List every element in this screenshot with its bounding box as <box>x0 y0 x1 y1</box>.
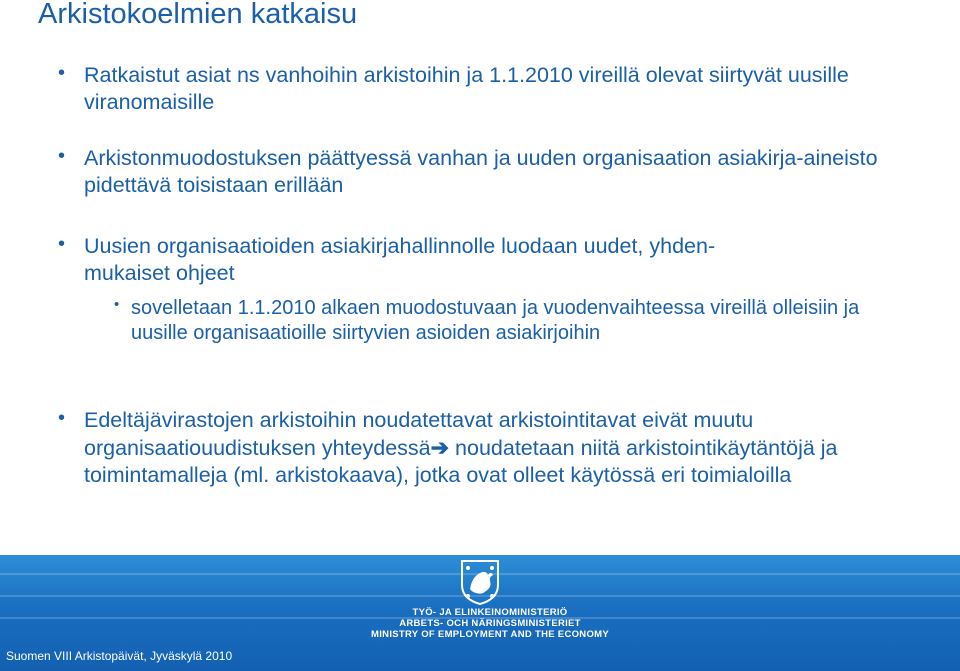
arrow-right-icon: ➔ <box>430 435 450 460</box>
bullet-text-4 <box>84 407 904 489</box>
sub-bullet-marker: • <box>114 296 120 313</box>
lion-crest-icon <box>458 559 502 605</box>
bullet-text-4-start: Edeltäjävirastojen arkistoihin noudatettavat arkistointitavat eivät muutu organisaatiouudistuksen yhteydessä <box>84 408 754 460</box>
ministry-name-sv: ARBETS- OCH NÄRINGSMINISTERIET <box>399 618 581 629</box>
bullet-marker: • <box>58 62 66 84</box>
bullet-text-3: Uusien organisaatioiden asiakirjahallinnolle luodaan uudet, yhden-mukaiset ohjeet <box>84 234 716 285</box>
ministry-name-en: MINISTRY OF EMPLOYMENT AND THE ECONOMY <box>371 629 609 640</box>
ministry-name <box>360 607 620 640</box>
bullet-text-4-end: noudatetaan niitä arkistointikäytäntöjä ja toimintamalleja (ml. arkistokaava), jotka ovat olleet käytössä eri toimialoilla <box>84 436 838 487</box>
sub-bullet-text-1: sovelletaan 1.1.2010 alkaen muodostuvaan ja vuodenvaihteessa vireillä olleisiin ja uusille organisaatioille siirtyvien asioiden asiakirjoihin <box>131 297 860 344</box>
bullet-marker: • <box>58 145 66 167</box>
bullet-marker: • <box>58 407 66 429</box>
bullet-text-1: Ratkaistut asiat ns vanhoihin arkistoihin ja 1.1.2010 vireillä olevat siirtyvät uusille viranomaisille <box>84 63 849 114</box>
slide-title: Arkistokoelmien katkaisu <box>38 0 358 30</box>
event-label: Suomen VIII Arkistopäivät, Jyväskylä 2010 <box>6 649 233 663</box>
ministry-name-fi: TYÖ- JA ELINKEINOMINISTERIÖ <box>412 607 568 618</box>
bullet-marker: • <box>58 233 66 255</box>
bullet-text-2: Arkistonmuodostuksen päättyessä vanhan ja uuden organisaation asiakirja-aineisto pidettävä toisistaan erillään <box>84 146 878 197</box>
footer-banner <box>0 555 960 671</box>
